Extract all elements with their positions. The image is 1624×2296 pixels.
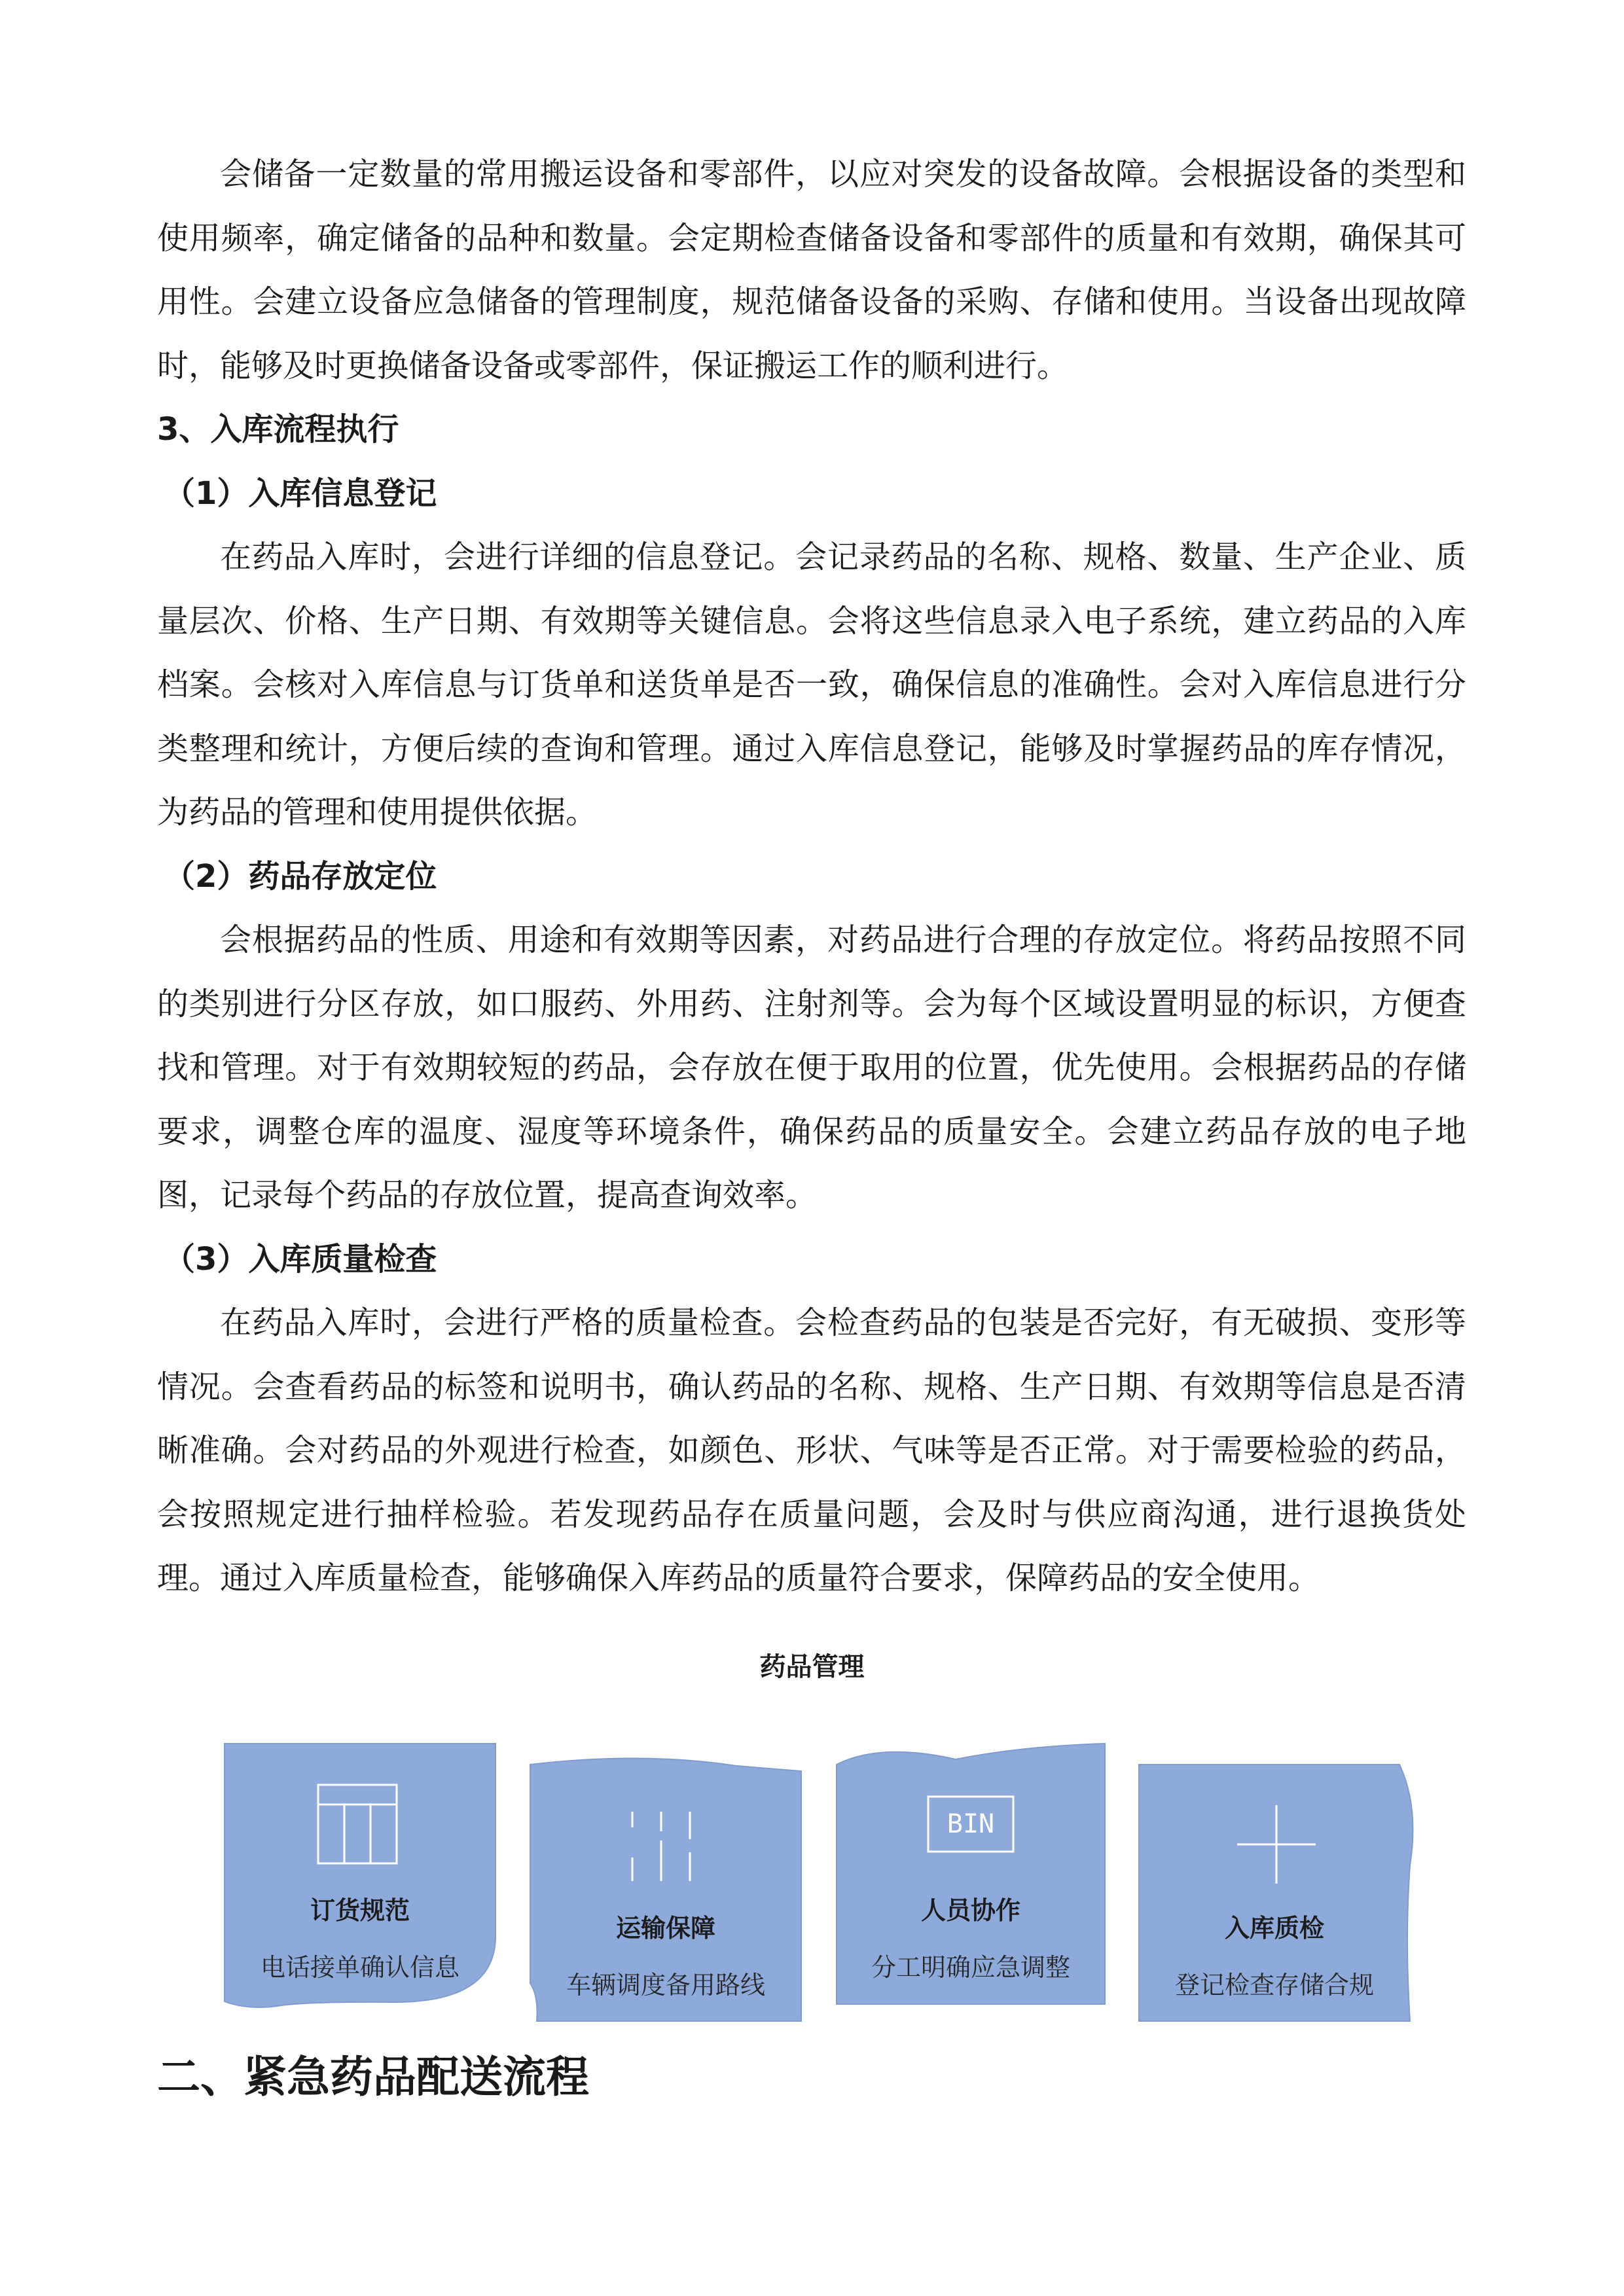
paragraph-quality-check: 在药品入库时，会进行严格的质量检查。会检查药品的包装是否完好，有无破损、变形等情况。会查看药品的标签和说明书，确认药品的名称、规格、生产日期、有效期等信息是否清晰准确。会对药品的外观进行检查，如颜色、形状、气味等是否正常。对于需要检验的药品，会按照规定进行抽样检验。若发现药品存在质量问题，会及时与供应商沟通，进行退换货处理。通过入库质量检查，能够确保入库药品的质量符合要求，保障药品的安全使用。 [157,1304,1466,1596]
svg-text:BIN: BIN [947,1809,995,1839]
heading-storage-location: （2）药品存放定位 [164,857,437,895]
card-1-title: 订货规范 [310,1896,410,1925]
card-1 [225,1890,496,1983]
diagram-title: 药品管理 [759,1652,865,1682]
heading-inbound-process: 3、入库流程执行 [157,411,399,448]
card-4-subtitle: 登记检查存储合规 [1174,1971,1374,2000]
paragraph-inbound-registration: 在药品入库时，会进行详细的信息登记。会记录药品的名称、规格、数量、生产企业、质量层次、价格、生产日期、有效期等关键信息。会将这些信息录入电子系统，建立药品的入库档案。会核对入库信息与订货单和送货单是否一致，确保信息的准确性。会对入库信息进行分类整理和统计，方便后续的查询和管理。通过入库信息登记，能够及时掌握药品的库存情况，为药品的管理和使用提供依据。 [157,539,1466,831]
card-3-title: 人员协作 [920,1896,1020,1925]
heading-inbound-registration: （1）入库信息登记 [164,475,437,512]
heading-emergency-delivery: 二、紧急药品配送流程 [157,2052,589,2102]
card-2-title: 运输保障 [615,1914,715,1943]
paragraph-storage-location: 会根据药品的性质、用途和有效期等因素，对药品进行合理的存放定位。将药品按照不同的类别进行分区存放，如口服药、外用药、注射剂等。会为每个区域设置明显的标识，方便查找和管理。对于有效期较短的药品，会存放在便于取用的位置，优先使用。会根据药品的存储要求，调整仓库的温度、湿度等环境条件，确保药品的质量安全。会建立药品存放的电子地图，记录每个药品的存放位置，提高查询效率。 [157,922,1466,1213]
card-4 [1139,1908,1410,2001]
card-2-subtitle: 车辆调度备用路线 [566,1971,765,2000]
card-3-subtitle: 分工明确应急调整 [871,1953,1070,1982]
paragraph-equipment-reserve: 会储备一定数量的常用搬运设备和零部件，以应对突发的设备故障。会根据设备的类型和使用频率，确定储备的品种和数量。会定期检查储备设备和零部件的质量和有效期，确保其可用性。会建立设备应急储备的管理制度，规范储备设备的采购、存储和使用。当设备出现故障时，能够及时更换储备设备或零部件，保证搬运工作的顺利进行。 [157,156,1466,384]
heading-quality-check: （3）入库质量检查 [164,1240,437,1278]
card-2 [530,1908,801,2001]
card-4-title: 入库质检 [1224,1914,1324,1943]
card-3 [837,1890,1105,1983]
card-1-subtitle: 电话接单确认信息 [260,1953,460,1982]
